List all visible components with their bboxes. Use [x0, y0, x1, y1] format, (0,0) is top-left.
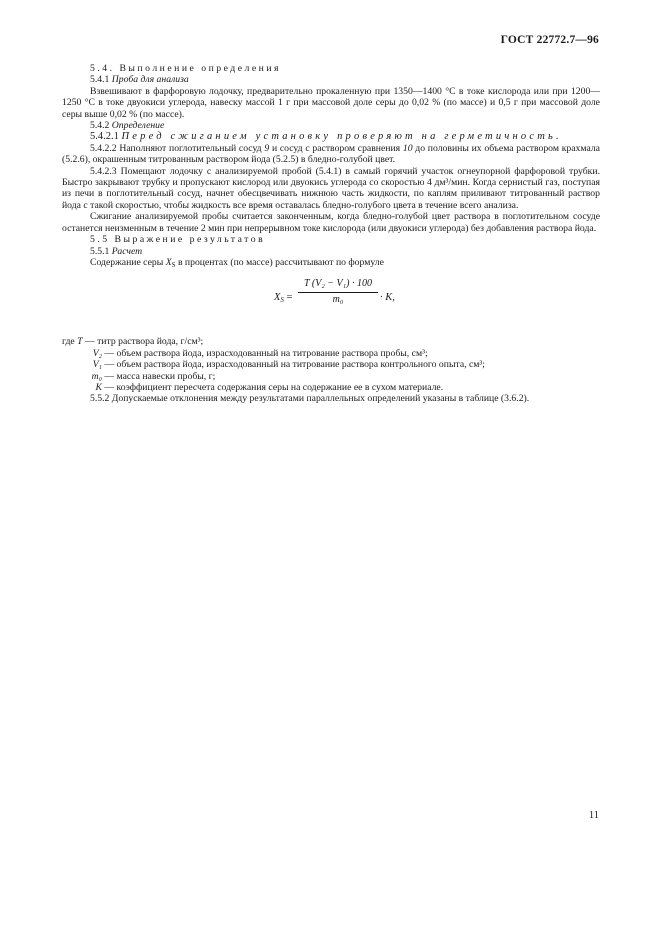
burn-complete-paragraph: Сжигание анализируемой пробы считается законченным, когда бледно-голубой цвет раствора в поглотительном сосуде останется неизменным в течение 2 мин при непрерывном токе кислорода (или двуокиси углерода) без добавления раствора йода.	[62, 211, 600, 234]
document-body	[62, 63, 600, 405]
definition-row: V₁ — объем раствора йода, израсходованный на титрование раствора контрольного опыта, см³;	[92, 359, 485, 371]
definition-row: m₀ — масса навески пробы, г;	[91, 370, 216, 382]
calc-intro: Содержание серы $X_S$ в процентах (по массе) рассчитывают по формуле	[90, 256, 384, 269]
section-5-5-1-heading: 5.5.1 Расчет	[90, 245, 143, 257]
section-5-5-title: 5.5 Выражение результатов	[90, 234, 266, 246]
symbol-definitions	[62, 336, 600, 393]
section-5-4-1-text: Взвешивают в фарфоровую лодочку, предварительно прокаленную при 1350—1400 °С в токе кислорода или при 1200—1250 °С в токе двуокиси углерода, навеску массой 1 г при массовой доле серы до 0,02 % (по массе) и 0,5 г при массовой доле серы выше 0,02 % (по массе).	[62, 85, 600, 120]
sulfur-formula	[62, 274, 600, 326]
formula-lhs: $X_S$ =	[274, 292, 293, 305]
section-5-4-2-1: 5.4.2.1 Перед сжиганием установку проверяют на герметичность.	[90, 131, 562, 143]
definition-row: K — коэффициент пересчета содержания серы на содержание ее в сухом материале.	[95, 381, 444, 393]
definition-row: где T — титр раствора йода, г/см³;	[62, 336, 204, 348]
section-5-4-2-3: 5.4.2.3 Помещают лодочку с анализируемой пробой (5.4.1) в самый горячий участок огнеупорной фарфоровой трубки. Быстро закрывают трубку и пропускают кислород или двуокись углерода со скоростью 4 дм³/мин. Когда сернистый газ, поступая из печи в поглотительный сосуд, начнет обесцвечивать нижнюю часть жидкости, по каплям приливают титрованный раствор йода с такой скоростью, чтобы жидкость все время оставалась бледно-голубого цвета в течение всего анализа.	[62, 165, 600, 211]
formula-fraction	[298, 278, 378, 305]
section-5-5-2: 5.5.2 Допускаемые отклонения между результатами параллельных определений указаны в таблице (3.6.2).	[90, 393, 530, 405]
standard-header: ГОСТ 22772.7—96	[500, 34, 599, 46]
section-5-4-1-heading: 5.4.1 Проба для анализа	[90, 74, 189, 86]
formula-numerator: T (V₂ − V₁) · 100	[298, 278, 378, 292]
section-5-4-title: 5.4. Выполнение определения	[90, 63, 281, 74]
section-5-4-2-heading: 5.4.2 Определение	[90, 120, 165, 132]
definition-row: V₂ — объем раствора йода, израсходованный на титрование раствора пробы, см³;	[92, 347, 428, 359]
page-number: 11	[588, 810, 599, 821]
section-5-4-2-2: 5.4.2.2 Наполняют поглотительный сосуд 9 и сосуд с раствором сравнения 10 до половины их объема раствором крахмала (5.2.6), окрашенным титрованным раствором йода (5.2.5) в бледно-голубой цвет.	[62, 142, 600, 166]
formula-denominator: m₀	[332, 293, 344, 305]
formula-rhs: · K,	[380, 292, 395, 304]
